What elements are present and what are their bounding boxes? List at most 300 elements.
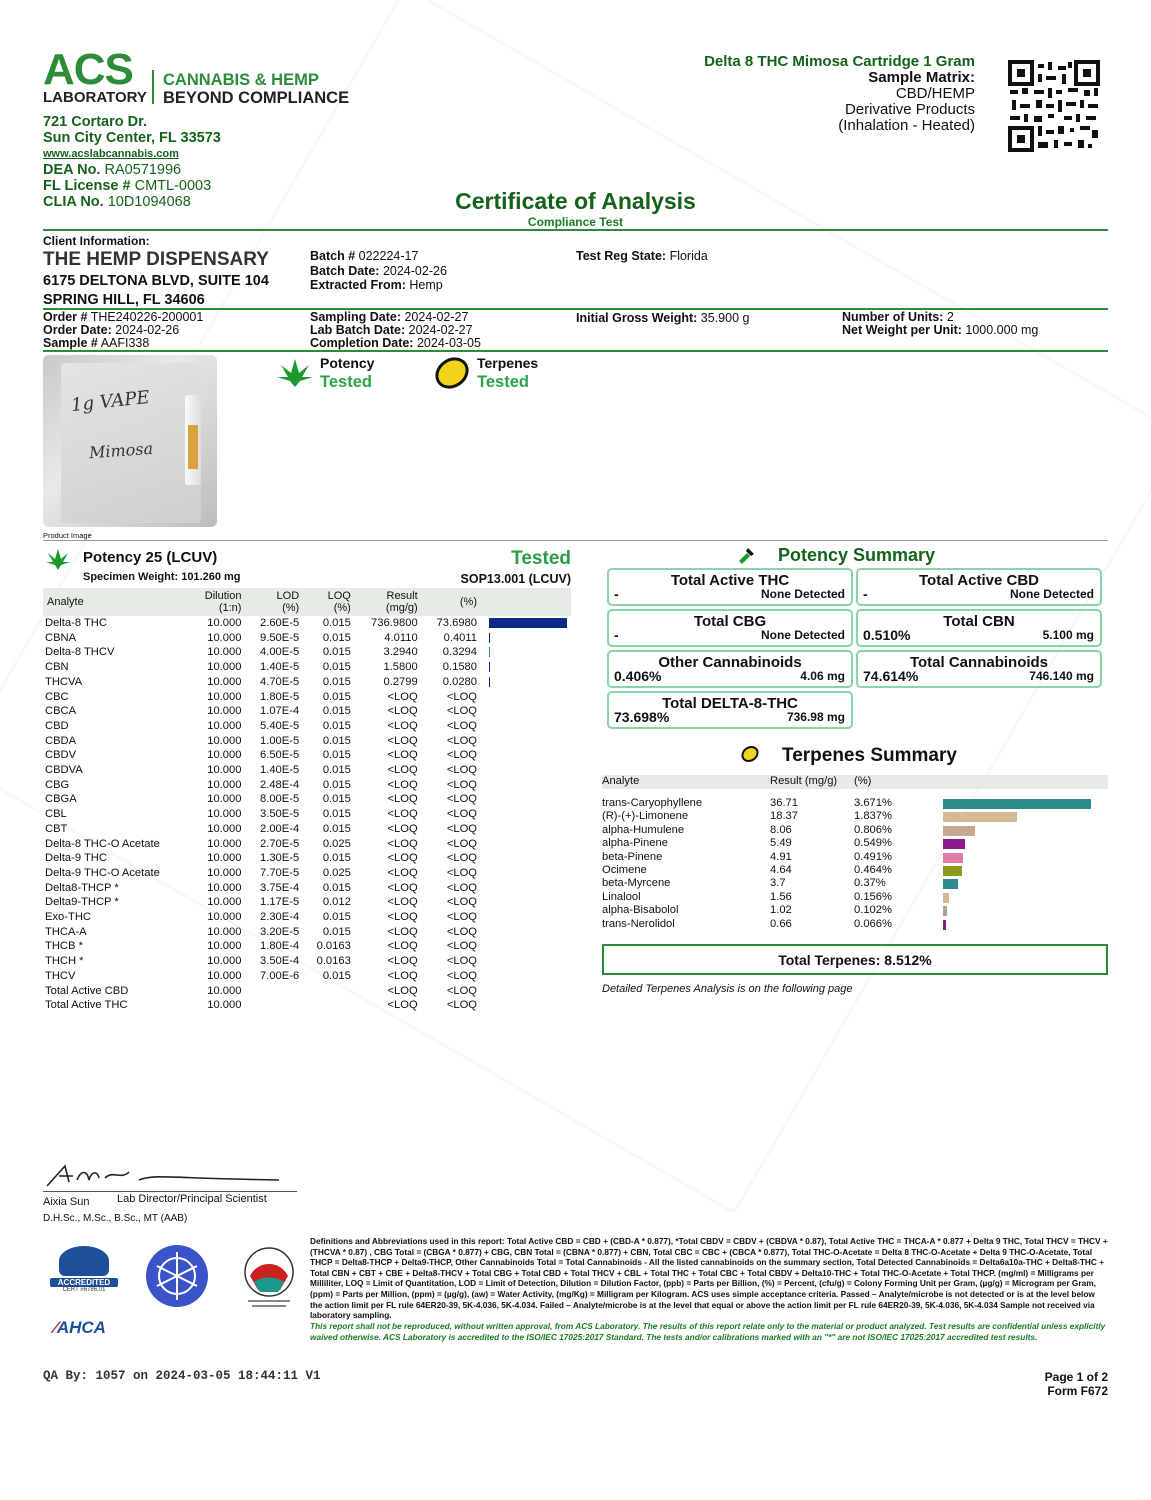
col-dilution: Dilution (1:n) — [191, 588, 246, 616]
loq-cell: 0.0163 — [316, 940, 351, 953]
loq-cell: 0.015 — [322, 793, 351, 806]
loq-cell: 0.015 — [322, 617, 351, 629]
percent-cell: <LOQ — [446, 925, 477, 938]
bar-cell — [481, 748, 571, 763]
bar-cell — [481, 616, 571, 631]
terpene-name: alpha-Humulene — [602, 823, 685, 836]
analyte-cell: Delta-9 THC — [45, 852, 107, 865]
percent-cell: <LOQ — [446, 984, 477, 997]
dilution-cell: 10.000 — [207, 837, 242, 850]
summary-total-cbg: Total CBG - None Detected — [607, 609, 853, 647]
analyte-cell: CBNA — [45, 631, 77, 644]
ckla-logo — [145, 1244, 209, 1308]
terpene-result: 8.06 — [770, 823, 792, 836]
dilution-cell: 10.000 — [207, 749, 242, 762]
percent-cell: <LOQ — [446, 778, 477, 791]
analyte-cell: Total Active THC — [45, 999, 128, 1012]
potency-bar — [489, 662, 490, 672]
bar-cell — [481, 675, 571, 690]
bar-cell — [481, 690, 571, 705]
loq-cell: 0.015 — [322, 778, 351, 791]
date-info: Sampling Date: 2024-02-27 Lab Batch Date: 2024-02-27 Completion Date: 2024-03-05 — [310, 310, 481, 350]
percent-cell: 0.1580 — [442, 661, 477, 674]
result-cell: <LOQ — [387, 764, 418, 777]
analyte-cell: CBD — [45, 719, 69, 732]
terpene-row — [602, 851, 1108, 864]
terpene-percent: 0.156% — [854, 890, 892, 903]
loq-cell: 0.015 — [322, 719, 351, 732]
gross-weight: Initial Gross Weight: 35.900 g — [576, 311, 750, 325]
dilution-cell: 10.000 — [207, 764, 242, 777]
lod-cell: 5.40E-5 — [259, 719, 300, 732]
definitions-text: Definitions and Abbreviations used in this report: Total Active CBD = CBD + (CBD-A * 0.877), *Total CBDV = CBDV + (CBDVA * 0.87), Total Active THC = THCA-A * 0.877 + Delta 9 THC, Total THCV = THCV + (THCVA * 0.87) , CBG Total = (CBGA * 0.877) + CBG, CBN Total = (CBNA * 0.877) + CBN, Total CBC = CBC + (CBCA * 0.877), Total THC-O-Acetate = Delta 8 THC-O-Acetate + Delta 9 THC-O-Acetate, Total THCP = Delta8-THCP + Delta9-THCP, Other Cannabinoids Total = Total Cannabinoids - All the listed cannabinoids on the summary section, Total Detected Cannabinoids = Delta6a10a-THC + Delta8-THC + Total CBN + CBT + CBE + Delta8-THCV + Total CBG + Total CBD + Total THCV + CBL + Total THC + Total CBC + Total CBDV + Delta10-THC + Total THC-O-Acetate + Total THCP. (mg/ml) = Milligrams per Milliliter, LOQ = Limit of Quantitation, LOD = Limit of Detection, Dilution = Dilution Factor, (ppb) = Parts per Billion, (%) = Percent, (cfu/g) = Colony Forming Unit per Gram, (µg/g) = Microgram per Gram, (ppm) = Parts per Million, (ppm) = (µg/g), (aw) = Water Activity, (mg/Kg) = Milligram per Kilogram. ACS uses simple acceptance criteria. Passed – Analyte/microbe is not detected or is at the level below the action limit per FL rule 64ER20-39, 5K-4.036, 5K-4.034. Failed – Analyte/microbe is at the level that equal or above the action limit per FL rule 64ER20-39, 5K-4.036, 5K-4.034 Sample not received via laboratory sampling. — [310, 1236, 1108, 1321]
lod-cell: 1.80E-5 — [259, 690, 300, 703]
loq-cell: 0.015 — [322, 822, 351, 835]
result-cell: <LOQ — [387, 734, 418, 747]
terpenes-table-header: Analyte Result (mg/g) (%) — [602, 775, 1108, 789]
table-row — [43, 910, 571, 925]
terpene-percent: 0.102% — [854, 904, 892, 917]
analyte-cell: CBDV — [45, 749, 77, 762]
terpene-row — [602, 810, 1108, 823]
terpene-result: 4.91 — [770, 850, 792, 863]
qa-stamp: QA By: 1057 on 2024-03-05 18:44:11 V1 — [43, 1369, 321, 1383]
dilution-cell: 10.000 — [207, 690, 242, 703]
bar-cell — [481, 822, 571, 837]
lemon-icon — [740, 744, 760, 764]
dilution-cell: 10.000 — [207, 881, 242, 894]
dilution-cell: 10.000 — [207, 808, 242, 821]
dilution-cell: 10.000 — [207, 617, 242, 629]
logo-tagline: CANNABIS & HEMP BEYOND COMPLIANCE — [163, 71, 350, 107]
ahca-logo: ⁄AHCA — [54, 1318, 106, 1337]
summary-total-active-thc: Total Active THC - None Detected — [607, 568, 853, 606]
analyte-cell: Delta-8 THC-O Acetate — [45, 837, 160, 850]
terpene-row — [602, 891, 1108, 904]
table-row — [43, 616, 571, 631]
summary-total-cannabinoids: Total Cannabinoids 74.614% 746.140 mg — [856, 650, 1102, 688]
loq-cell: 0.025 — [322, 866, 351, 879]
terpene-result: 1.02 — [770, 904, 792, 917]
lod-cell: 2.48E-4 — [259, 778, 300, 791]
product-image: 1g VAPE Mimosa — [43, 355, 217, 527]
summary-other-cannabinoids: Other Cannabinoids 0.406% 4.06 mg — [607, 650, 853, 688]
product-image-caption: Product Image — [43, 531, 92, 540]
bar-cell — [481, 851, 571, 866]
lod-cell — [245, 984, 303, 999]
result-cell: <LOQ — [387, 925, 418, 938]
terpene-result: 0.66 — [770, 917, 792, 930]
table-row — [43, 704, 571, 719]
analyte-cell: Total Active CBD — [45, 984, 129, 997]
table-row — [43, 954, 571, 969]
bar-cell — [481, 719, 571, 734]
loq-cell: 0.015 — [322, 911, 351, 924]
terpene-bar — [943, 853, 963, 863]
page-title: Certificate of Analysis — [455, 188, 696, 214]
percent-cell: <LOQ — [446, 822, 477, 835]
analyte-cell: THCVA — [45, 675, 83, 688]
bar-cell — [481, 895, 571, 910]
logo-divider — [152, 70, 154, 104]
result-cell: <LOQ — [387, 969, 418, 982]
page-number: Page 1 of 2 — [1044, 1370, 1108, 1384]
bar-cell — [481, 925, 571, 940]
terpenes-table — [602, 775, 1108, 931]
analyte-cell: Delta-8 THC — [45, 617, 107, 629]
table-row — [43, 719, 571, 734]
table-row — [43, 881, 571, 896]
percent-cell: <LOQ — [446, 940, 477, 953]
loq-cell — [303, 998, 355, 1013]
terpene-bar — [943, 893, 949, 903]
loq-cell: 0.015 — [322, 852, 351, 865]
terpene-bar — [943, 920, 946, 930]
loq-cell: 0.025 — [322, 837, 351, 850]
result-cell: <LOQ — [387, 866, 418, 879]
summary-total-cbn: Total CBN 0.510% 5.100 mg — [856, 609, 1102, 647]
table-row — [43, 984, 571, 999]
lod-cell: 1.07E-4 — [259, 705, 300, 718]
bar-cell — [481, 881, 571, 896]
col-lod: LOD (%) — [245, 588, 303, 616]
loq-cell: 0.0163 — [316, 955, 351, 968]
result-cell: <LOQ — [387, 793, 418, 806]
percent-cell: <LOQ — [446, 999, 477, 1012]
terpene-percent: 0.066% — [854, 917, 892, 930]
lod-cell: 9.50E-5 — [259, 631, 300, 644]
result-cell: <LOQ — [387, 705, 418, 718]
potency-bar — [489, 618, 567, 628]
dilution-cell: 10.000 — [207, 940, 242, 953]
terpene-name: Linalool — [602, 890, 641, 903]
qr-code[interactable] — [1008, 60, 1100, 152]
result-cell: <LOQ — [387, 749, 418, 762]
loq-cell: 0.015 — [322, 705, 351, 718]
batch-info: Batch # 022224-17 Batch Date: 2024-02-26 Extracted From: Hemp — [310, 249, 447, 292]
terpene-name: alpha-Bisabolol — [602, 904, 679, 917]
lod-cell: 1.80E-4 — [259, 940, 300, 953]
client-city: SPRING HILL, FL 34606 — [43, 292, 205, 308]
analyte-cell: Exo-THC — [45, 911, 91, 924]
analyte-cell: CBT — [45, 822, 68, 835]
loq-cell: 0.015 — [322, 661, 351, 674]
terpene-percent: 0.491% — [854, 850, 892, 863]
analyte-cell: CBL — [45, 808, 67, 821]
bar-cell — [481, 998, 571, 1013]
analyte-cell: CBN — [45, 661, 69, 674]
form-number: Form F672 — [1047, 1384, 1108, 1398]
terpene-result: 1.56 — [770, 890, 792, 903]
lod-cell: 7.70E-5 — [259, 866, 300, 879]
percent-cell: 0.4011 — [443, 631, 477, 644]
terpene-name: (R)-(+)-Limonene — [602, 810, 689, 823]
lod-cell: 2.70E-5 — [259, 837, 300, 850]
product-header: Delta 8 THC Mimosa Cartridge 1 Gram Sample Matrix: CBD/HEMP Derivative Products (Inhalation - Heated) — [704, 53, 975, 134]
dilution-cell: 10.000 — [207, 822, 242, 835]
lod-cell: 6.50E-5 — [259, 749, 300, 762]
result-cell: <LOQ — [387, 778, 418, 791]
bar-cell — [481, 660, 571, 675]
terpene-row — [602, 918, 1108, 931]
result-cell: <LOQ — [387, 999, 418, 1012]
table-row — [43, 690, 571, 705]
analyte-cell: THCV — [45, 969, 76, 982]
col-result: Result (mg/g) — [355, 588, 422, 616]
terpene-row — [602, 877, 1108, 890]
table-row — [43, 675, 571, 690]
analyte-cell: CBG — [45, 778, 70, 791]
loq-cell: 0.015 — [322, 764, 351, 777]
terpene-name: alpha-Pinene — [602, 837, 668, 850]
percent-cell: <LOQ — [446, 896, 477, 909]
specimen-weight: Specimen Weight: 101.260 mg — [83, 571, 241, 583]
terpene-row — [602, 824, 1108, 837]
table-row — [43, 895, 571, 910]
percent-cell: <LOQ — [446, 881, 477, 894]
table-row — [43, 792, 571, 807]
potency-summary-title: Potency Summary — [778, 545, 936, 565]
lod-cell: 7.00E-6 — [259, 969, 300, 982]
percent-cell: <LOQ — [446, 955, 477, 968]
terpene-name: beta-Myrcene — [602, 877, 671, 890]
result-cell: <LOQ — [387, 881, 418, 894]
terpene-result: 4.64 — [770, 863, 792, 876]
dilution-cell: 10.000 — [207, 911, 242, 924]
dilution-cell: 10.000 — [207, 778, 242, 791]
terpene-bar — [943, 866, 962, 876]
dilution-cell: 10.000 — [207, 661, 242, 674]
bar-cell — [481, 984, 571, 999]
potency-status: Tested — [320, 373, 372, 391]
potency-title: Potency 25 (LCUV) — [83, 549, 218, 566]
vape-cartridge — [185, 395, 201, 485]
loq-cell: 0.015 — [322, 969, 351, 982]
terpene-row — [602, 797, 1108, 810]
loq-cell: 0.015 — [322, 690, 351, 703]
analyte-cell: Delta9-THCP * — [45, 896, 119, 909]
lod-cell: 1.30E-5 — [259, 852, 300, 865]
lod-cell: 1.40E-5 — [259, 764, 300, 777]
terpene-percent: 3.671% — [854, 797, 892, 809]
dilution-cell: 10.000 — [207, 896, 242, 909]
result-cell: <LOQ — [387, 808, 418, 821]
result-cell: <LOQ — [387, 984, 418, 997]
test-reg-state: Test Reg State: Florida — [576, 249, 708, 263]
dilution-cell: 10.000 — [207, 631, 242, 644]
potency-bar — [489, 647, 490, 657]
lab-address: 721 Cortaro Dr. Sun City Center, FL 33573 www.acslabcannabis.com DEA No. RA0571996 FL License # CMTL-0003 CLIA No. 10D1094068 — [43, 114, 221, 210]
bar-cell — [481, 763, 571, 778]
analyte-cell: CBC — [45, 690, 69, 703]
terpene-bar — [943, 812, 1017, 822]
sop-label: SOP13.001 (LCUV) — [460, 572, 571, 586]
table-row — [43, 778, 571, 793]
terpene-name: trans-Nerolidol — [602, 917, 675, 930]
terpene-result: 3.7 — [770, 877, 786, 890]
loq-cell: 0.015 — [322, 808, 351, 821]
client-info-label: Client Information: — [43, 234, 150, 248]
lod-cell: 1.00E-5 — [259, 734, 300, 747]
unit-info: Number of Units: 2 Net Weight per Unit: 1000.000 mg — [842, 310, 1039, 337]
dilution-cell: 10.000 — [207, 705, 242, 718]
lod-cell: 3.75E-4 — [259, 881, 300, 894]
dilution-cell: 10.000 — [207, 734, 242, 747]
loq-cell: 0.015 — [322, 881, 351, 894]
terpene-percent: 0.464% — [854, 863, 892, 876]
result-cell: <LOQ — [387, 896, 418, 909]
a2la-accredited-badge: ACCREDITED CERT #6786.01 — [50, 1246, 118, 1306]
director-role: Lab Director/Principal Scientist — [117, 1193, 267, 1205]
table-row — [43, 807, 571, 822]
dea-registered-badge — [240, 1246, 298, 1310]
analyte-cell: Delta8-THCP * — [45, 881, 119, 894]
lod-cell — [245, 998, 303, 1013]
lod-cell: 8.00E-5 — [259, 793, 300, 806]
percent-cell: 0.0280 — [442, 675, 477, 688]
result-cell: <LOQ — [387, 940, 418, 953]
percent-cell: <LOQ — [446, 793, 477, 806]
terpene-percent: 0.806% — [854, 823, 892, 836]
loq-cell: 0.015 — [322, 734, 351, 747]
table-row — [43, 748, 571, 763]
loq-cell: 0.015 — [322, 646, 351, 659]
terpene-result: 36.71 — [770, 797, 798, 809]
col-percent: (%) — [422, 588, 481, 616]
director-signature — [43, 1158, 283, 1192]
terpenes-label: Terpenes — [477, 355, 539, 371]
terpene-bar — [943, 826, 975, 836]
terpene-bar — [943, 839, 965, 849]
result-cell: 4.0110 — [384, 631, 418, 644]
potency-tested-status: Tested — [511, 548, 571, 569]
lod-cell: 3.50E-5 — [259, 808, 300, 821]
table-row — [43, 925, 571, 940]
analyte-cell: Delta-8 THCV — [45, 646, 115, 659]
result-cell: <LOQ — [387, 852, 418, 865]
cannabis-leaf-icon — [276, 357, 314, 389]
terpene-row — [602, 864, 1108, 877]
col-loq: LOQ (%) — [303, 588, 355, 616]
result-cell: 3.2940 — [383, 646, 418, 659]
analyte-cell: THCB * — [45, 940, 83, 953]
percent-cell: <LOQ — [446, 749, 477, 762]
result-cell: <LOQ — [387, 690, 418, 703]
bar-cell — [481, 734, 571, 749]
dilution-cell: 10.000 — [207, 925, 242, 938]
result-cell: <LOQ — [387, 837, 418, 850]
col-analyte: Analyte — [43, 588, 191, 616]
table-row — [43, 866, 571, 881]
result-cell: 0.2799 — [383, 675, 418, 688]
percent-cell: <LOQ — [446, 719, 477, 732]
dilution-cell: 10.000 — [207, 969, 242, 982]
potency-bar — [489, 633, 490, 643]
terpene-row — [602, 837, 1108, 850]
lod-cell: 4.00E-5 — [259, 646, 300, 659]
percent-cell: <LOQ — [446, 705, 477, 718]
analyte-cell: CBCA — [45, 705, 77, 718]
lod-cell: 1.40E-5 — [259, 661, 300, 674]
bar-cell — [481, 954, 571, 969]
percent-cell: <LOQ — [446, 866, 477, 879]
terpene-bar — [943, 906, 947, 916]
table-row — [43, 969, 571, 984]
table-row — [43, 837, 571, 852]
loq-cell — [303, 984, 355, 999]
lemon-icon — [433, 355, 471, 391]
bar-cell — [481, 910, 571, 925]
percent-cell: <LOQ — [446, 911, 477, 924]
bar-cell — [481, 969, 571, 984]
terpenes-status: Tested — [477, 373, 529, 391]
lod-cell: 1.17E-5 — [259, 896, 300, 909]
table-row — [43, 939, 571, 954]
terpene-name: trans-Caryophyllene — [602, 797, 703, 809]
result-cell: <LOQ — [387, 955, 418, 968]
loq-cell: 0.015 — [322, 631, 351, 644]
table-row — [43, 660, 571, 675]
summary-total-delta-8-thc: Total DELTA-8-THC 73.698% 736.98 mg — [607, 691, 853, 729]
bar-cell — [481, 704, 571, 719]
dilution-cell: 10.000 — [207, 984, 242, 997]
percent-cell: <LOQ — [446, 969, 477, 982]
loq-cell: 0.015 — [322, 749, 351, 762]
result-cell: 1.5800 — [383, 661, 418, 674]
acs-logo: ACS LABORATORY — [43, 45, 147, 106]
dilution-cell: 10.000 — [207, 719, 242, 732]
director-name: Aixia Sun — [43, 1196, 90, 1208]
bar-cell — [481, 645, 571, 660]
result-cell: <LOQ — [387, 911, 418, 924]
terpene-bar — [943, 799, 1091, 809]
potency-table — [43, 588, 571, 1013]
terpene-percent: 1.837% — [854, 810, 892, 823]
percent-cell: <LOQ — [446, 852, 477, 865]
loq-cell: 0.015 — [322, 925, 351, 938]
bar-cell — [481, 792, 571, 807]
analyte-cell: CBDA — [45, 734, 77, 747]
percent-cell: <LOQ — [446, 764, 477, 777]
lab-website-link[interactable]: www.acslabcannabis.com — [43, 148, 179, 160]
terpene-bar — [943, 879, 958, 889]
potency-label: Potency — [320, 355, 375, 371]
dilution-cell: 10.000 — [207, 999, 242, 1012]
lod-cell: 3.50E-4 — [259, 955, 300, 968]
loq-cell: 0.012 — [322, 896, 351, 909]
percent-cell: <LOQ — [446, 734, 477, 747]
table-row — [43, 822, 571, 837]
disclaimer-text: This report shall not be reproduced, without written approval, from ACS Laboratory. The results of this report relate only to the material or product analyzed. Test results are confidential unless explicitly waived otherwise. ACS Laboratory is accredited to the ISO/IEC 17025:2017 Standard. The tests and/or calibrations marked with an "*" are not ISO/IEC 17025:2017 accredited test results. — [310, 1321, 1106, 1342]
page-subtitle: Compliance Test — [527, 215, 624, 229]
cannabis-leaf-icon — [45, 548, 71, 572]
bar-cell — [481, 866, 571, 881]
lod-cell: 2.60E-5 — [259, 617, 300, 629]
terpene-name: beta-Pinene — [602, 850, 663, 863]
bar-cell — [481, 939, 571, 954]
dilution-cell: 10.000 — [207, 866, 242, 879]
dilution-cell: 10.000 — [207, 646, 242, 659]
terpenes-note: Detailed Terpenes Analysis is on the following page — [602, 983, 853, 995]
table-row — [43, 851, 571, 866]
bar-cell — [481, 837, 571, 852]
lod-cell: 2.00E-4 — [259, 822, 300, 835]
result-cell: 736.9800 — [371, 617, 418, 629]
lod-cell: 3.20E-5 — [259, 925, 300, 938]
dilution-cell: 10.000 — [207, 675, 242, 688]
client-name: THE HEMP DISPENSARY — [43, 249, 269, 270]
percent-cell: <LOQ — [446, 808, 477, 821]
